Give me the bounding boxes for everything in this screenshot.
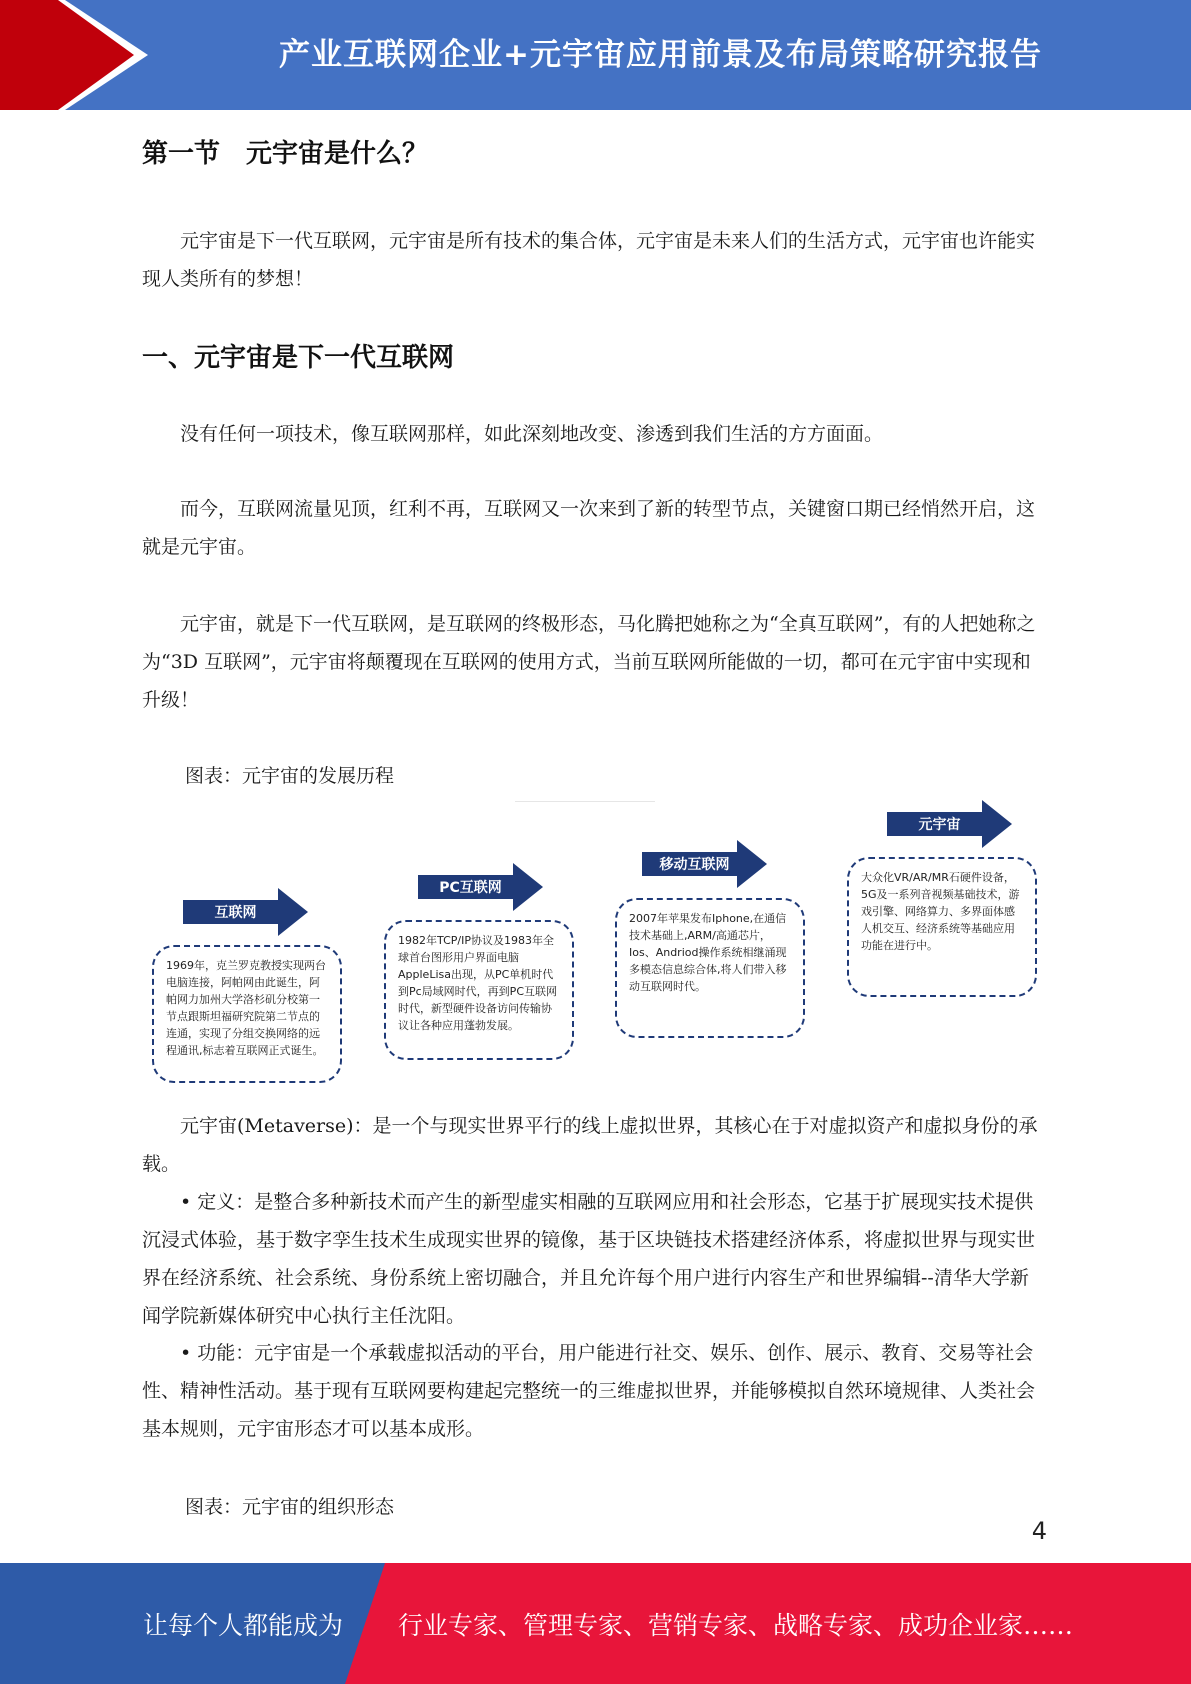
definition-bullet: • 定义：是整合多种新技术而产生的新型虚实相融的互联网应用和社会形态，它基于扩展现实技术提供沉浸式体验，基于数字孪生技术生成现实世界的镜像，基于区块链技术搭建经济体系，将虚拟世界与现实世界在经济系统、社会系统、身份系统上密切融合，并且允许每个用户进行内容生产和世界编辑--清华大学新闻学院新媒体研究中心执行主任沈阳。: [142, 1191, 1036, 1327]
page-header: [0, 0, 1191, 110]
stage-arrow-mobile-internet: [642, 840, 767, 888]
figure-caption: 图表：元宇宙的发展历程: [185, 765, 395, 787]
body-paragraph: 元宇宙，就是下一代互联网，是互联网的终极形态，马化腾把她称之为“全真互联网”，有的人把她称之为“3D 互联网”，元宇宙将颠覆现在互联网的使用方式，当前互联网所能做的一切，都可在元宇宙中实现和升级！: [142, 613, 1036, 711]
stage-label: 元宇宙: [918, 817, 961, 833]
stage-description: 2007年苹果发布Iphone,在通信技术基础上,ARM/高通芯片，Ios、Andriod操作系统相继涌现多模态信息综合体,将人们带入移动互联网时代。: [615, 898, 805, 1038]
stage-description: 1982年TCP/IP协议及1983年全球首台图形用户界面电脑AppleLisa出现，从PC单机时代到Pc局域网时代，再到PC互联网时代，新型硬件设备访问传输协议让各种应用蓬勃发展。: [384, 920, 574, 1060]
stage-description: 大众化VR/AR/MR石硬件设备，5G及一系列音视频基础技术，游戏引擎、网络算力、多界面体感人机交互、经济系统等基础应用功能在进行中。: [847, 857, 1037, 997]
stage-arrow-internet: [183, 888, 308, 936]
header-chevron-icon: [0, 0, 160, 110]
metaverse-definition-intro: 元宇宙(Metaverse)：是一个与现实世界平行的线上虚拟世界，其核心在于对虚拟资产和虚拟身份的承载。: [142, 1115, 1038, 1175]
page-number: 4: [1031, 1517, 1047, 1545]
footer-slogan-left: 让每个人都能成为: [143, 1610, 344, 1640]
figure-caption: 图表：元宇宙的组织形态: [185, 1496, 395, 1518]
timeline-divider: [515, 801, 655, 802]
stage-label: 移动互联网: [659, 857, 730, 873]
stage-label: PC互联网: [439, 880, 502, 896]
report-title: 产业互联网企业+元宇宙应用前景及布局策略研究报告: [279, 36, 1042, 73]
footer-slogan-right: 行业专家、管理专家、营销专家、战略专家、成功企业家……: [398, 1610, 1074, 1640]
subsection-title: 一、元宇宙是下一代互联网: [142, 343, 455, 373]
stage-label: 互联网: [214, 905, 257, 921]
function-bullet: • 功能：元宇宙是一个承载虚拟活动的平台，用户能进行社交、娱乐、创作、展示、教育、交易等社会性、精神性活动。基于现有互联网要构建起完整统一的三维虚拟世界，并能够模拟自然环境规律、人类社会基本规则，元宇宙形态才可以基本成形。: [142, 1342, 1036, 1440]
development-timeline: [150, 795, 1050, 1090]
body-paragraph: 没有任何一项技术，像互联网那样，如此深刻地改变、渗透到我们生活的方方面面。: [180, 423, 884, 445]
body-paragraph: 而今，互联网流量见顶，红利不再，互联网又一次来到了新的转型节点，关键窗口期已经悄然开启，这就是元宇宙。: [142, 498, 1036, 558]
intro-paragraph: 元宇宙是下一代互联网，元宇宙是所有技术的集合体，元宇宙是未来人们的生活方式，元宇宙也许能实现人类所有的梦想！: [142, 230, 1036, 290]
section-title: 第一节 元宇宙是什么？: [142, 139, 429, 169]
page-footer: [0, 1563, 1191, 1684]
stage-arrow-metaverse: [887, 800, 1012, 848]
stage-description: 1969年，克兰罗克教授实现两台电脑连接，阿帕网由此诞生，阿帕网力加州大学洛杉矶分校第一节点跟斯坦福研究院第二节点的连通，实现了分组交换网络的远程通讯,标志着互联网正式诞生。: [152, 945, 342, 1083]
stage-arrow-pc-internet: [418, 863, 543, 911]
